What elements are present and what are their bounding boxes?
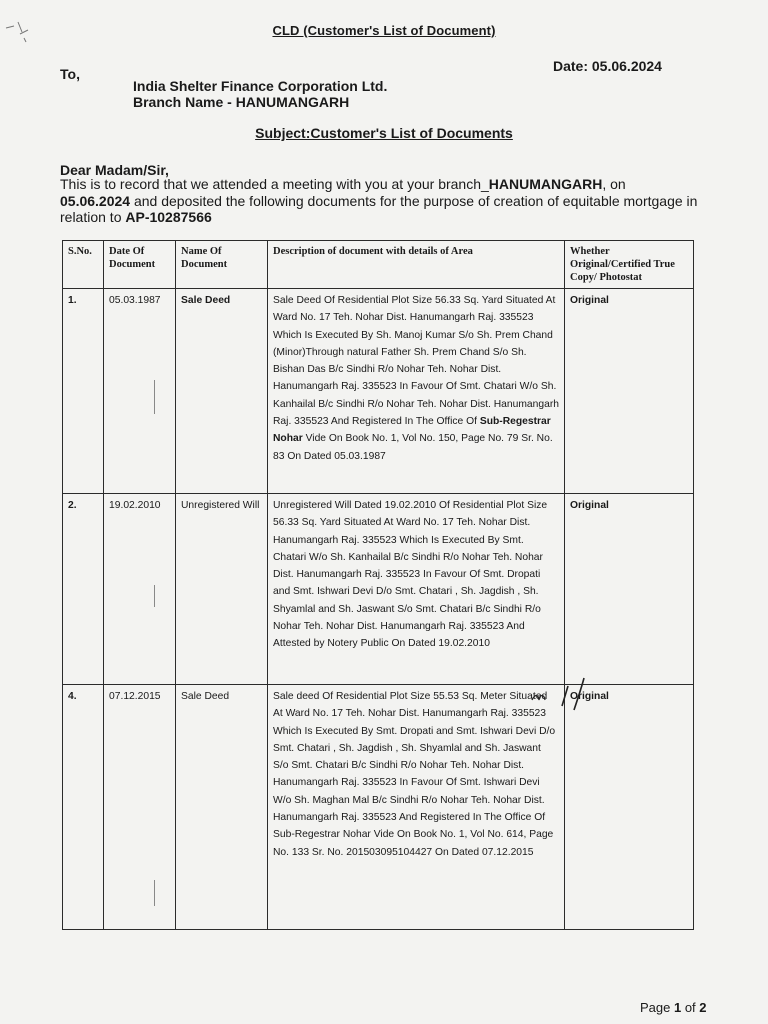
addressee-block [133, 78, 387, 110]
document-title: CLD (Customer's List of Document) [272, 23, 496, 38]
document-date: Date: 05.06.2024 [553, 58, 662, 74]
cell-sno: 2. [63, 494, 104, 685]
table-header-row [63, 241, 694, 289]
body-paragraph [60, 176, 710, 226]
documents-table [62, 240, 694, 930]
cell-date: 19.02.2010 [104, 494, 176, 685]
table-row [63, 494, 694, 685]
addressee-company: India Shelter Finance Corporation Ltd. [133, 78, 388, 94]
header-status: Whether Original/Certified True Copy/ Photostat [565, 241, 694, 289]
page-current: 1 [673, 1000, 682, 1015]
header-description: Description of document with details of Area [268, 241, 565, 289]
handwritten-initials [528, 676, 592, 712]
cell-description: Sale deed Of Residential Plot Size 55.53 Sq. Meter Situated At Ward No. 17 Teh. Nohar Dist. Hanumangarh Raj. 335523 Which Is Executed By Smt. Dropati and Smt. Ishwari Devi D/o Smt. Chatari , Sh. Jagdish , Sh. Shyamlal and Sh. Jaswant S/o Smt. Chatari B/c Sindhi R/o Nohar Teh. Nohar Dist. Hanumangarh Raj. 335523 In Favour Of Smt. Ishwari Devi W/o Sh. Maghan Mal B/c Sindhi R/o Nohar Teh. Nohar Dist. Hanumangarh Raj. 335523 And Registered In The Office Of Sub-Regestrar Nohar Vide On Book No. 1, Vol No. 614, Page No. 133 Sr. No. 201503095104427 On Dated 07.12.2015 [268, 685, 565, 930]
body-branch-name: HANUMANGARH [488, 176, 603, 192]
body-application-number: AP-10287566 [125, 209, 212, 225]
cell-status: Original [565, 685, 694, 930]
description-text: Sale Deed Of Residential Plot Size 56.33 Sq. Yard Situated At Ward No. 17 Teh. Nohar Dist. Hanumangarh Raj. 335523 Which Is Executed By Sh. Manoj Kumar S/o Sh. Prem Chand (Minor)Through natural Father Sh. Prem Chand S/o Sh. Bishan Das B/c Sindhi R/o Nohar Teh. Nohar Dist. Hanumangarh Raj. 335523 In Favour Of Smt. Chatari W/o Sh. Kanhailal B/c Sindhi R/o Nohar Teh. Nohar Dist. Hanumangarh Raj. 335523 And Registered In The Office Of [273, 295, 559, 428]
cell-name: Sale Deed [176, 289, 268, 494]
body-part-1: This is to record that we attended a meeting with you at your branch_ [60, 176, 489, 192]
page-total: 2 [699, 1000, 707, 1015]
cell-status: Original [565, 289, 694, 494]
scan-mark [154, 585, 155, 607]
description-text-tail: Vide On Book No. 1, Vol No. 150, Page No. 79 Sr. No. 83 On Dated 05.03.1987 [273, 433, 553, 462]
page-label: Page [640, 1000, 674, 1015]
table-row [63, 289, 694, 494]
cell-name: Sale Deed [176, 685, 268, 930]
cell-sno: 1. [63, 289, 104, 494]
addressee-branch: Branch Name - HANUMANGARH [133, 94, 350, 110]
cell-name: Unregistered Will [176, 494, 268, 685]
body-part-3: and deposited the following documents for the purpose of creation of equitable mortgage in relation to [60, 192, 698, 225]
cell-description: Unregistered Will Dated 19.02.2010 Of Residential Plot Size 56.33 Sq. Yard Situated At Ward No. 17 Teh. Nohar Dist. Hanumangarh Raj. 335523 Which Is Executed By Smt. Chatari W/o Sh. Kanhailal B/c Sindhi R/o Nohar Teh. Nohar Dist. Hanumangarh Raj. 335523 In Favour Of Smt. Dropati and Smt. Ishwari Devi D/o Smt. Chatari , Sh. Jagdish , Sh. Shyamlal and Sh. Jaswant S/o Smt. Chatari B/c Sindhi R/o Nohar Teh. Nohar Dist. Hanumangarh Raj. 335523 And Attested by Notery Public On Dated 19.02.2010 [268, 494, 565, 685]
cell-sno: 4. [63, 685, 104, 930]
body-date: 05.06.2024 [60, 192, 131, 209]
subject-line: Subject:Customer's List of Documents [255, 125, 513, 141]
page-of: of [681, 1000, 700, 1015]
cell-status: Original [565, 494, 694, 685]
to-label: To, [60, 66, 80, 82]
salutation: Dear Madam/Sir, [60, 162, 169, 178]
body-part-2: , on [602, 176, 626, 192]
cell-description [268, 289, 565, 494]
description-registrar: Sub-Regestrar Nohar [273, 416, 551, 445]
cell-date: 07.12.2015 [104, 685, 176, 930]
scan-mark [154, 380, 155, 414]
header-sno: S.No. [63, 241, 104, 289]
cell-date: 05.03.1987 [104, 289, 176, 494]
header-date: Date Of Document [104, 241, 176, 289]
page-number [640, 1000, 707, 1015]
scan-mark [154, 880, 155, 906]
table-row [63, 685, 694, 930]
header-name: Name Of Document [176, 241, 268, 289]
